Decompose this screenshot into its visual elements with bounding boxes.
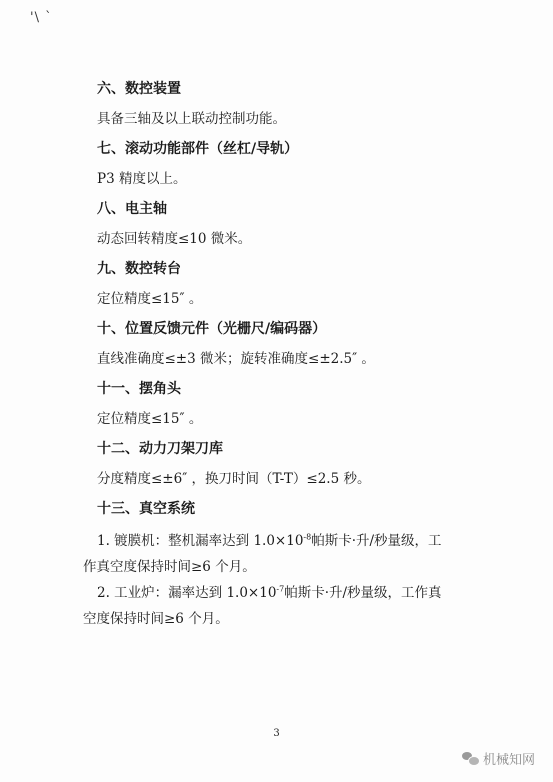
vacuum-item-1 <box>97 528 507 554</box>
section-heading: 十三、真空系统 <box>97 501 195 517</box>
spec-section <box>97 260 507 320</box>
vacuum-item-1-prefix: 1. 镀膜机：整机漏率达到 1.0×10 <box>97 533 304 549</box>
watermark <box>462 749 535 768</box>
section-heading: 十二、动力刀架刀库 <box>97 441 223 457</box>
section-body: 定位精度≤15″ 。 <box>97 291 203 307</box>
vacuum-item-1-exponent: -8 <box>303 532 312 542</box>
vacuum-item-2 <box>97 580 507 606</box>
section-body: 具备三轴及以上联动控制功能。 <box>97 111 286 127</box>
section-body: 动态回转精度≤10 微米。 <box>97 231 252 247</box>
spec-section <box>97 140 507 200</box>
spec-section <box>97 320 507 380</box>
scan-corner-mark: '\ ˋ <box>30 10 53 25</box>
section-body: P3 精度以上。 <box>97 171 187 187</box>
spec-section <box>97 200 507 260</box>
document-body <box>83 80 507 632</box>
vacuum-item-1-line2: 作真空度保持时间≥6 个月。 <box>83 559 256 575</box>
page-number: 3 <box>273 728 280 739</box>
section-heading: 九、数控转台 <box>97 261 181 277</box>
section-heading: 七、滚动功能部件（丝杠/导轨） <box>97 141 299 157</box>
wechat-icon <box>462 752 478 765</box>
spec-section <box>97 80 507 140</box>
vacuum-item-2-line2: 空度保持时间≥6 个月。 <box>83 611 229 627</box>
vacuum-section <box>83 500 507 632</box>
section-heading: 八、电主轴 <box>97 201 167 217</box>
section-heading: 六、数控装置 <box>97 81 181 97</box>
section-body: 直线准确度≤±3 微米；旋转准确度≤±2.5″ 。 <box>97 351 375 367</box>
spec-section <box>97 440 507 500</box>
section-heading: 十一、摆角头 <box>97 381 181 397</box>
spec-sections <box>97 80 507 500</box>
vacuum-item-1-suffix: 帕斯卡·升/秒量级，工 <box>311 533 442 549</box>
vacuum-item-2-prefix: 2. 工业炉：漏率达到 1.0×10 <box>97 585 277 601</box>
spec-section <box>97 380 507 440</box>
section-heading: 十、位置反馈元件（光栅尺/编码器） <box>97 321 327 337</box>
section-body: 分度精度≤±6″ ，换刀时间（T-T）≤2.5 秒。 <box>97 471 371 487</box>
vacuum-item-2-exponent: -7 <box>276 584 285 594</box>
vacuum-item-2-suffix: 帕斯卡·升/秒量级，工作真 <box>284 585 442 601</box>
section-body: 定位精度≤15″ 。 <box>97 411 203 427</box>
watermark-text: 机械知网 <box>482 753 535 768</box>
